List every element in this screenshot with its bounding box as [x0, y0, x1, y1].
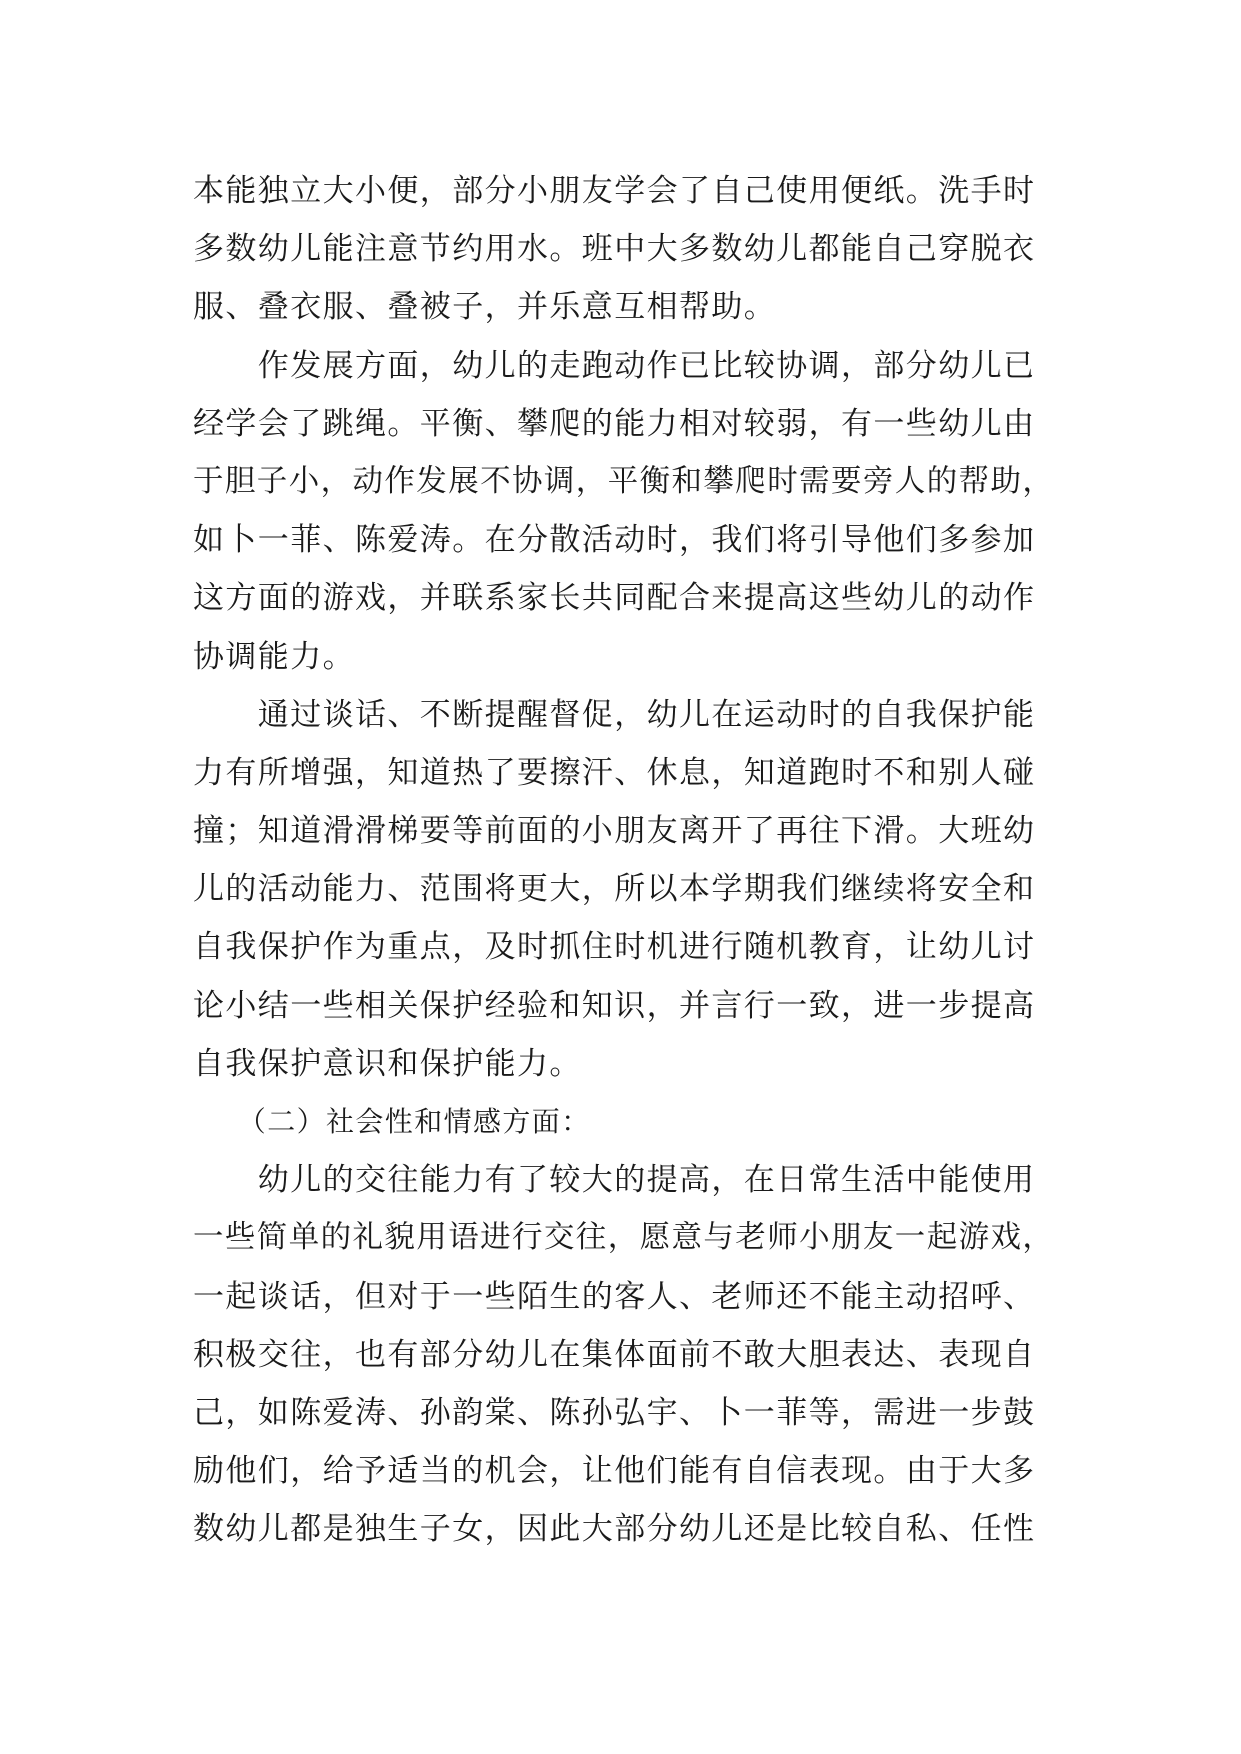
text-line: 数幼儿都是独生子女，因此大部分幼儿还是比较自私、任性	[193, 1511, 1036, 1548]
text-line: 这方面的游戏，并联系家长共同配合来提高这些幼儿的动作	[193, 580, 1036, 617]
text-line: 协调能力。	[193, 638, 355, 675]
text-line: 自我保护意识和保护能力。	[193, 1045, 582, 1082]
text-line: 通过谈话、不断提醒督促，幼儿在运动时的自我保护能	[193, 696, 1036, 733]
text-line: 多数幼儿能注意节约用水。班中大多数幼儿都能自己穿脱衣	[193, 231, 1036, 268]
text-line: 一些简单的礼貌用语进行交往，愿意与老师小朋友一起游戏，	[193, 1220, 1055, 1256]
text-line: 撞；知道滑滑梯要等前面的小朋友离开了再往下滑。大班幼	[193, 813, 1036, 850]
text-line: 经学会了跳绳。平衡、攀爬的能力相对较弱，有一些幼儿由	[193, 405, 1036, 442]
document-body	[193, 162, 1055, 1559]
text-line: 服、叠衣服、叠被子，并乐意互相帮助。	[193, 289, 777, 326]
text-line: 幼儿的交往能力有了较大的提高，在日常生活中能使用	[193, 1162, 1036, 1199]
section-heading: （二）社会性和情感方面：	[193, 1105, 591, 1138]
text-line: 自我保护作为重点，及时抓住时机进行随机教育，让幼儿讨	[193, 929, 1036, 966]
text-line: 励他们，给予适当的机会，让他们能有自信表现。由于大多	[193, 1453, 1036, 1490]
text-line: 积极交往，也有部分幼儿在集体面前不敢大胆表达、表现自	[193, 1336, 1036, 1373]
text-line: 己，如陈爱涛、孙韵棠、陈孙弘宇、卜一菲等，需进一步鼓	[193, 1394, 1036, 1431]
text-line: 一起谈话，但对于一些陌生的客人、老师还不能主动招呼、	[193, 1278, 1036, 1315]
text-line: 力有所增强，知道热了要擦汗、休息，知道跑时不和别人碰	[193, 754, 1036, 791]
text-line: 儿的活动能力、范围将更大，所以本学期我们继续将安全和	[193, 871, 1036, 908]
text-line: 论小结一些相关保护经验和知识，并言行一致，进一步提高	[193, 987, 1036, 1024]
text-line: 如卜一菲、陈爱涛。在分散活动时，我们将引导他们多参加	[193, 522, 1036, 559]
text-line: 作发展方面，幼儿的走跑动作已比较协调，部分幼儿已	[193, 347, 1036, 384]
text-line: 于胆子小，动作发展不协调，平衡和攀爬时需要旁人的帮助，	[193, 463, 1055, 499]
text-line: 本能独立大小便，部分小朋友学会了自己使用便纸。洗手时	[193, 173, 1036, 209]
